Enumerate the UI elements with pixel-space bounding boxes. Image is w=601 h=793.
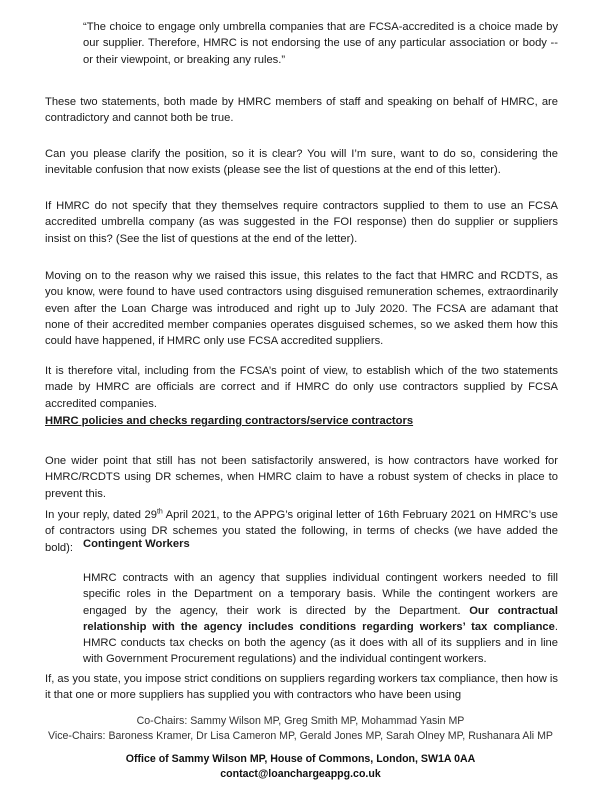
footer-office-address: Office of Sammy Wilson MP, House of Commons, London, SW1A 0AA [125,753,476,765]
footer-vice-chairs: Vice-Chairs: Baroness Kramer, Dr Lisa Cameron MP, Gerald Jones MP, Sarah Olney MP, Rushanara Ali MP [48,730,553,742]
contingent-workers-heading: Contingent Workers [83,538,190,550]
paragraph-fcsa-requirement: If HMRC do not specify that they themselves require contractors supplied to them to use an FCSA accredited umbrella company (as was suggested in the FOI response) then do supplier or suppliers insist on this? (See the list of questions at the end of the letter). [45,200,558,245]
footer-email: contact@loanchargeappg.co.uk [220,768,381,780]
contingent-workers-quote [83,570,558,668]
paragraph-wider-point: One wider point that still has not been satisfactorily answered, is how contractors have worked for HMRC/RCDTS using DR schemes, when HMRC claim to have a robust system of checks in place to prevent this. [45,455,558,500]
ordinal-suffix: th [156,508,163,516]
contingent-bold-text: Our contractual relationship with the agency includes conditions regarding workers’ tax compliance [83,604,558,633]
paragraph-contradictory: These two statements, both made by HMRC members of staff and speaking on behalf of HMRC, are contradictory and cannot both be true. [45,96,558,125]
reply-text-end: April 2021, to the APPG’s original letter of 16th February 2021 on HMRC’s use of contractors using DR schemes you stated the following, in terms of checks (we have added the bold): [45,509,558,554]
reply-text-start: In your reply, dated 29 [45,509,157,521]
paragraph-closing: If, as you state, you impose strict conditions on suppliers regarding workers tax compliance, then how is it that one or more suppliers has supplied you with contractors who have been using [45,673,559,702]
paragraph-reason: Moving on to the reason why we raised this issue, this relates to the fact that HMRC and RCDTS, as you know, were found to have used contractors using disguised remuneration schemes, extraordinarily even after the Loan Charge was introduced and right up to July 2020. The FCSA are adamant that none of their accredited member companies operates disguised schemes, so we asked them how this could have happened, if HMRC only use FCSA accredited suppliers. [45,270,558,348]
paragraph-vital: It is therefore vital, including from the FCSA’s point of view, to establish which of the two statements made by HMRC are officials are correct and if HMRC do only use contractors supplied by FCSA accredited companies. [45,365,558,410]
section-heading: HMRC policies and checks regarding contractors/service contractors [45,415,414,427]
quoted-statement: “The choice to engage only umbrella companies that are FCSA-accredited is a choice made by our supplier. Therefore, HMRC is not endorsing the use of any particular association or body -- or their viewpoint, or breaking any rules.” [83,21,558,66]
contingent-text-1: HMRC contracts with an agency that supplies individual contingent workers needed to fill specific roles in the Department on a temporary basis. While the contingent workers are engaged by the agency, their work is directed by the Department. [83,572,558,617]
paragraph-clarify: Can you please clarify the position, so it is clear? You will I’m sure, want to do so, considering the inevitable confusion that now exists (please see the list of questions at the end of this letter). [45,148,558,177]
footer-co-chairs: Co-Chairs: Sammy Wilson MP, Greg Smith MP, Mohammad Yasin MP [136,715,465,727]
contingent-text-2: . HMRC conducts tax checks on both the agency (as it does with all of its suppliers and in line with Government Procurement regulations) and the individual contingent workers. [83,620,558,666]
